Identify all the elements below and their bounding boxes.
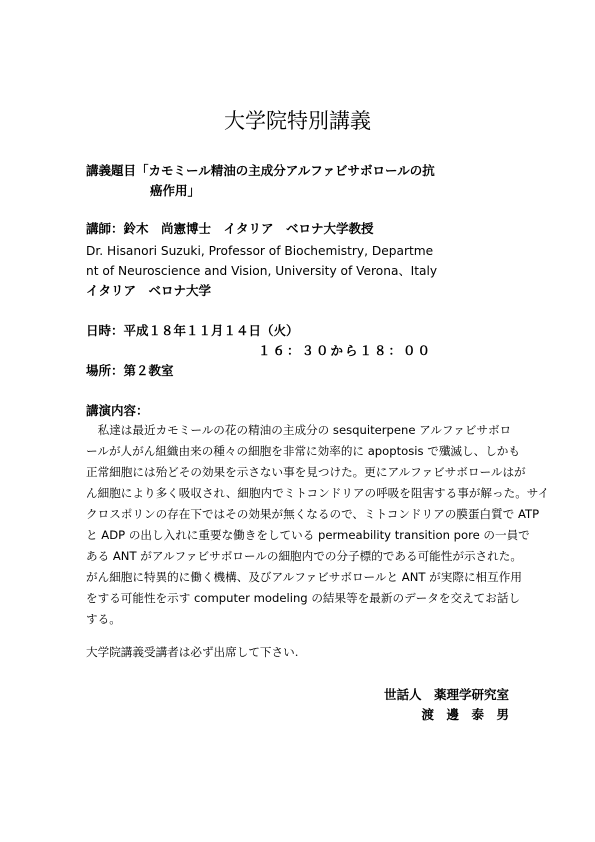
topic-title-part-2: 癌作用」 bbox=[150, 183, 201, 198]
topic-line-1 bbox=[86, 160, 435, 182]
content-line: クロスポリンの存在下ではその効果が無くなるので、ミトコンドリアの膜蛋白質で ATP bbox=[86, 507, 540, 521]
content-line: と ADP の出し入れに重要な働きをしている permeability transition pore の一員で bbox=[86, 528, 530, 542]
date-line: 日時：平成１８年１１月１４日（火） bbox=[86, 323, 299, 338]
page-title: 大学院特別講義 bbox=[224, 109, 371, 133]
attendance-notice: 大学院講義受講者は必ず出席して下さい. bbox=[86, 645, 299, 659]
content-line: 正常細胞には殆どその効果を示さない事を見つけた。更にアルファビサボロールはが bbox=[86, 465, 526, 479]
content-line: ある ANT がアルファビサボロールの細胞内での分子標的である可能性が示された。 bbox=[86, 549, 522, 563]
content-heading: 講演内容： bbox=[86, 403, 149, 418]
lecturer-english-line-1: Dr. Hisanori Suzuki, Professor of Biochemistry, Departme bbox=[86, 244, 434, 258]
organizer-lab: 世話人 薬理学研究室 bbox=[383, 687, 509, 702]
content-line: 私達は最近カモミールの花の精油の主成分の sesquiterpene アルファビサボロ bbox=[86, 423, 512, 437]
topic-title-part-1: 「カモミール精油の主成分アルファビサボロールの抗 bbox=[136, 163, 435, 178]
time-line: １６：３０から１８：００ bbox=[258, 343, 433, 358]
place-line: 場所：第２教室 bbox=[86, 363, 174, 378]
content-line: ん細胞により多く吸収され、細胞内でミトコンドリアの呼吸を阻害する事が解った。サイ bbox=[86, 486, 550, 500]
content-line: がん細胞に特異的に働く機構、及びアルファビサボロールと ANT が実際に相互作用 bbox=[86, 570, 522, 584]
content-line: ールが人がん組織由来の種々の細胞を非常に効率的に apoptosis で殲滅し、しかも bbox=[86, 444, 520, 458]
content-line: する。 bbox=[86, 612, 121, 626]
lecturer-affiliation: イタリア ベロナ大学 bbox=[86, 283, 212, 298]
organizer-name: 渡 邊 泰 男 bbox=[421, 707, 509, 722]
lecturer-english-line-2: nt of Neuroscience and Vision, University of Verona、Italy bbox=[86, 264, 438, 278]
lecturer-japanese: 講師：鈴木 尚憲博士 イタリア ベロナ大学教授 bbox=[86, 221, 374, 236]
topic-label: 講義題目 bbox=[86, 163, 137, 178]
content-line: をする可能性を示す computer modeling の結果等を最新のデータを交えてお話し bbox=[86, 591, 521, 605]
